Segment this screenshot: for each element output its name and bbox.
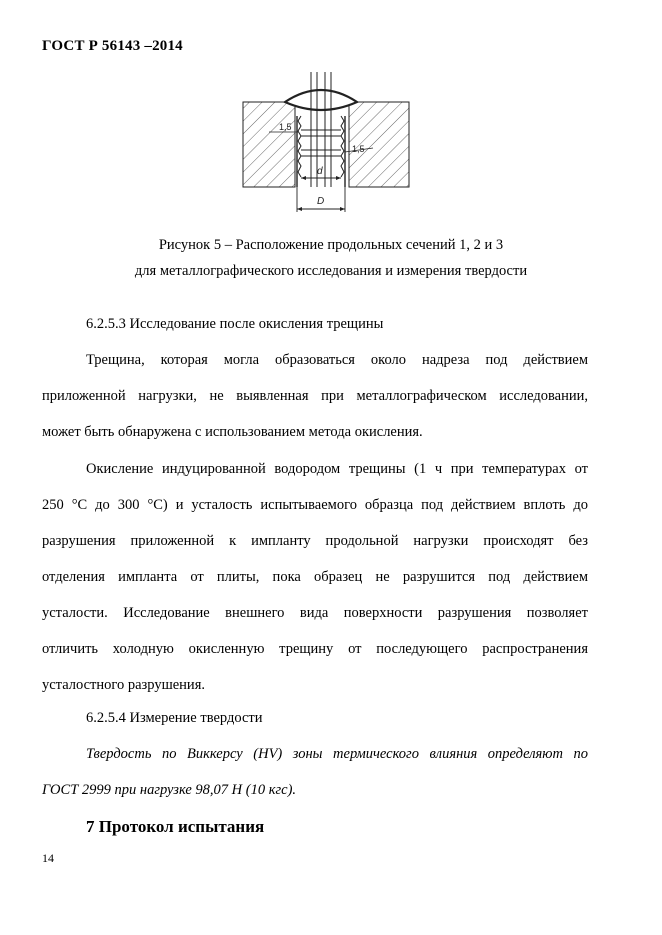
paragraph-line: усталостного разрушения. — [42, 677, 205, 693]
section-title-7: 7 Протокол испытания — [86, 817, 265, 836]
paragraph-oxidation — [42, 451, 588, 703]
svg-text:1,5: 1,5 — [279, 122, 292, 132]
paragraph-crack-detection — [42, 342, 588, 450]
paragraph-line: разрушения приложенной к импланту продольной нагрузки происходят без — [42, 533, 588, 549]
paragraph-line: Окисление индуцированной водородом трещины (1 ч при температурах от — [86, 461, 588, 477]
paragraph-line: Трещина, которая могла образоваться около надреза под действием — [86, 352, 588, 368]
paragraph-line: может быть обнаружена с использованием метода окисления. — [42, 424, 423, 440]
paragraph-line: 250 °С до 300 °С) и усталость испытываемого образца под действием вплоть до — [42, 497, 588, 513]
subsection-title-6253: 6.2.5.3 Исследование после окисления трещины — [86, 316, 384, 332]
page-number: 14 — [42, 851, 54, 865]
figure-caption-line2: для металлографического исследования и измерения твердости — [134, 263, 528, 279]
paragraph-line: отделения импланта от плиты, пока образец не разрушится под действием — [42, 569, 588, 585]
figure-section-diagram — [241, 72, 411, 220]
paragraph-line: ГОСТ 2999 при нагрузке 98,07 Н (10 кгс). — [42, 782, 297, 798]
paragraph-line: Твердость по Виккерсу (HV) зоны термического влияния определяют по — [86, 746, 588, 762]
paragraph-line: отличить холодную окисленную трещину от последующего распространения — [42, 641, 588, 657]
document-header: ГОСТ Р 56143 –2014 — [42, 38, 183, 54]
paragraph-line: приложенной нагрузки, не выявленная при металлографическом исследовании, — [42, 388, 588, 404]
subsection-title-6254: 6.2.5.4 Измерение твердости — [86, 710, 263, 726]
paragraph-line: усталости. Исследование внешнего вида поверхности разрушения позволяет — [42, 605, 588, 621]
figure-caption-line1: Рисунок 5 – Расположение продольных сечений 1, 2 и 3 — [158, 237, 504, 253]
svg-text:d: d — [317, 166, 323, 177]
svg-text:D: D — [317, 196, 325, 207]
paragraph-hardness — [42, 736, 588, 808]
svg-text:1,5: 1,5 — [352, 144, 365, 154]
